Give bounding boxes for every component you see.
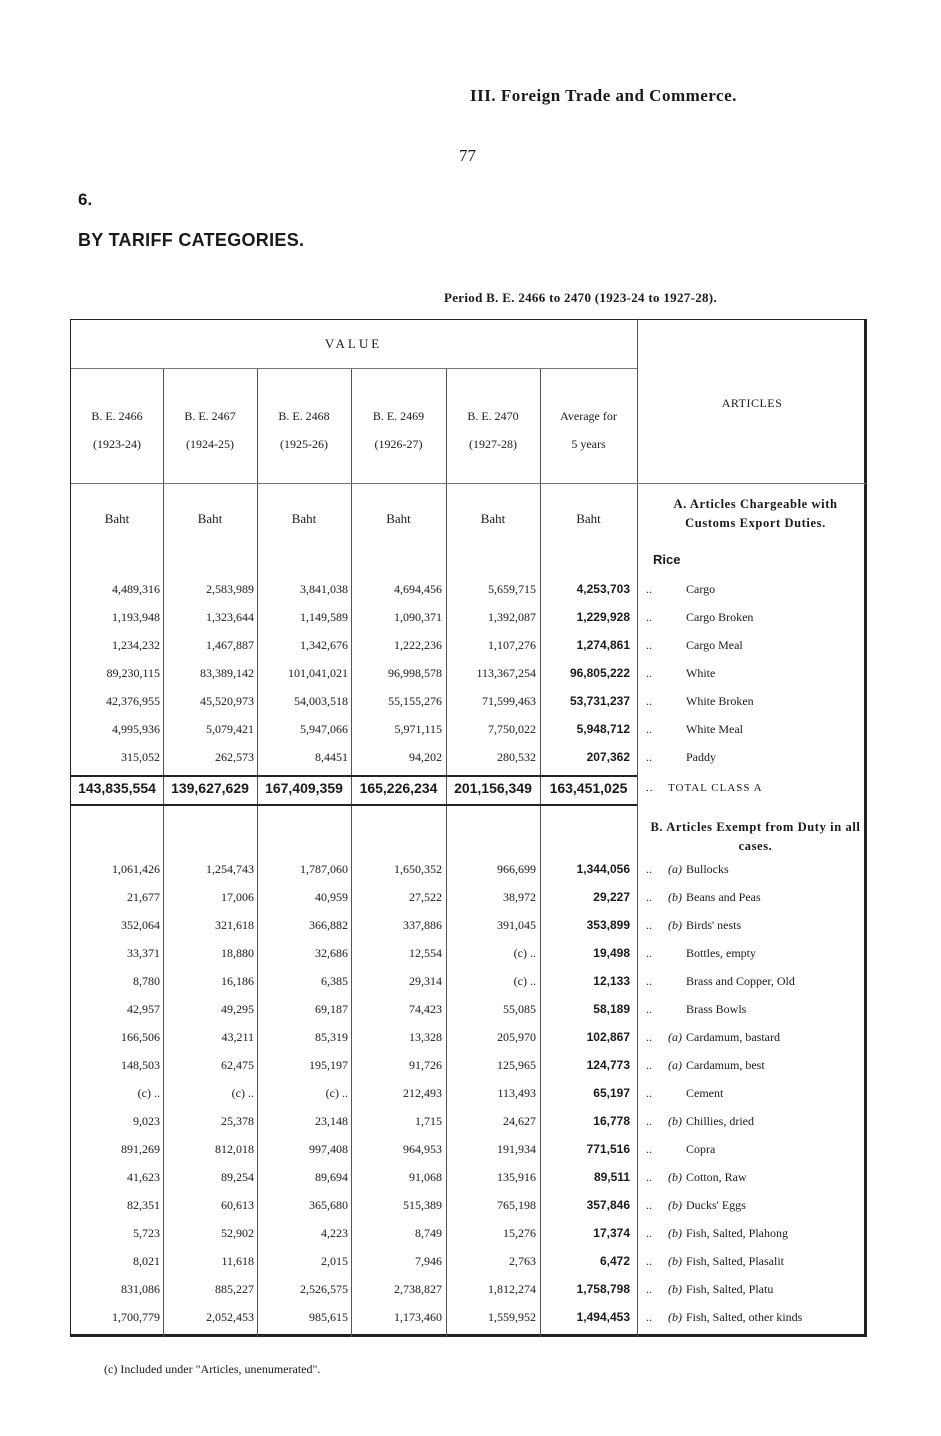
article-name: Bullocks bbox=[686, 862, 729, 876]
leader-dots: .. bbox=[646, 1226, 652, 1240]
article-name: Cargo Meal bbox=[686, 638, 743, 652]
leader-dots: .. bbox=[646, 918, 652, 932]
value-cell: 6,385 bbox=[321, 974, 348, 988]
average-cell: 1,494,453 bbox=[576, 1310, 630, 1324]
article-name: Brass Bowls bbox=[686, 1002, 747, 1016]
unit-label: Baht bbox=[386, 511, 411, 526]
article-name: Cardamum, bastard bbox=[686, 1030, 780, 1044]
value-cell: 89,230,115 bbox=[106, 666, 160, 680]
article-name: Birds' nests bbox=[686, 918, 742, 932]
value-cell: 38,972 bbox=[503, 890, 536, 904]
value-cell: 366,882 bbox=[309, 918, 348, 932]
value-cell: 1,107,276 bbox=[488, 638, 536, 652]
value-cell: 1,467,887 bbox=[206, 638, 254, 652]
article-label bbox=[646, 610, 753, 625]
average-cell: 29,227 bbox=[593, 890, 630, 904]
value-cell: (c) .. bbox=[137, 1086, 160, 1100]
footnote-marker: (b) bbox=[668, 1282, 682, 1296]
article-label bbox=[646, 1058, 765, 1073]
article-name: Brass and Copper, Old bbox=[686, 974, 795, 988]
value-cell: 69,187 bbox=[315, 1002, 348, 1016]
value-cell: 89,694 bbox=[315, 1170, 348, 1184]
value-cell: (c) .. bbox=[513, 946, 536, 960]
column-header: B. E. 2467 (1924-25) bbox=[184, 409, 236, 451]
total-label-text: TOTAL CLASS A bbox=[668, 782, 763, 794]
article-name: Beans and Peas bbox=[686, 890, 761, 904]
value-cell: 23,148 bbox=[315, 1114, 348, 1128]
article-name: Fish, Salted, Platu bbox=[686, 1282, 774, 1296]
article-label bbox=[646, 1310, 802, 1325]
value-cell: 2,763 bbox=[509, 1254, 536, 1268]
value-cell: 74,423 bbox=[409, 1002, 442, 1016]
article-name: Fish, Salted, other kinds bbox=[686, 1310, 803, 1324]
rice-subheading: Rice bbox=[653, 552, 681, 567]
footnote-marker: (b) bbox=[668, 1114, 682, 1128]
value-cell: 16,186 bbox=[221, 974, 254, 988]
leader-dots: .. bbox=[646, 666, 652, 680]
value-cell: 195,197 bbox=[309, 1058, 348, 1072]
value-cell: 17,006 bbox=[221, 890, 254, 904]
value-cell: 11,618 bbox=[221, 1254, 254, 1268]
article-label bbox=[646, 946, 756, 961]
article-name: White bbox=[686, 666, 716, 680]
value-cell: 5,971,115 bbox=[394, 722, 442, 736]
value-cell: 191,934 bbox=[497, 1142, 536, 1156]
average-cell: 207,362 bbox=[586, 750, 630, 764]
value-cell: 7,750,022 bbox=[488, 722, 536, 736]
value-cell: 885,227 bbox=[215, 1282, 254, 1296]
leader-dots: .. bbox=[646, 610, 652, 624]
article-name: Cargo bbox=[686, 582, 716, 596]
average-cell: 5,948,712 bbox=[576, 722, 630, 736]
leader-dots: .. bbox=[646, 1058, 652, 1072]
average-cell: 771,516 bbox=[586, 1142, 630, 1156]
value-cell: 32,686 bbox=[315, 946, 348, 960]
value-cell: 1,222,236 bbox=[394, 638, 442, 652]
total-cell: 165,226,234 bbox=[359, 780, 438, 796]
footnote-marker: (b) bbox=[668, 918, 682, 932]
value-cell: 966,699 bbox=[497, 862, 536, 876]
article-label bbox=[646, 1086, 723, 1101]
leader-dots: .. bbox=[646, 890, 652, 904]
value-cell: 2,526,575 bbox=[300, 1282, 348, 1296]
unit-label: Baht bbox=[104, 511, 130, 526]
column-header: Average for 5 years bbox=[560, 409, 617, 451]
value-cell: 5,079,421 bbox=[206, 722, 254, 736]
table-heading: BY TARIFF CATEGORIES. bbox=[78, 230, 305, 250]
article-name: Copra bbox=[686, 1142, 716, 1156]
article-name: Ducks' Eggs bbox=[686, 1198, 746, 1212]
value-cell: 43,211 bbox=[221, 1030, 254, 1044]
value-cell: 4,995,936 bbox=[112, 722, 160, 736]
article-label bbox=[646, 890, 761, 905]
value-cell: (c) .. bbox=[231, 1086, 254, 1100]
articles-header: ARTICLES bbox=[721, 396, 783, 410]
leader-dots: .. bbox=[646, 1030, 652, 1044]
value-cell: 1,342,676 bbox=[300, 638, 348, 652]
leader-dots: .. bbox=[646, 1310, 652, 1324]
value-cell: 1,812,274 bbox=[488, 1282, 536, 1296]
leader-dots: .. bbox=[646, 750, 652, 764]
average-cell: 1,274,861 bbox=[576, 638, 630, 652]
value-cell: 985,615 bbox=[309, 1310, 348, 1324]
leader-dots: .. bbox=[646, 722, 652, 736]
value-cell: 4,223 bbox=[321, 1226, 348, 1240]
footnote-marker: (b) bbox=[668, 1226, 682, 1240]
leader-dots: .. bbox=[646, 1170, 652, 1184]
article-name: Chillies, dried bbox=[686, 1114, 754, 1128]
average-cell: 19,498 bbox=[593, 946, 630, 960]
value-cell: 352,064 bbox=[121, 918, 160, 932]
total-top-rule bbox=[71, 775, 637, 777]
value-cell: 21,677 bbox=[127, 890, 160, 904]
value-cell: 96,998,578 bbox=[388, 666, 442, 680]
value-cell: 148,503 bbox=[121, 1058, 160, 1072]
leader-dots: .. bbox=[646, 946, 652, 960]
article-name: Bottles, empty bbox=[686, 946, 756, 960]
value-cell: 337,886 bbox=[403, 918, 442, 932]
average-cell: 1,229,928 bbox=[576, 610, 630, 624]
leader-dots: .. bbox=[646, 638, 652, 652]
unit-label: Baht bbox=[480, 511, 506, 526]
article-label bbox=[646, 1142, 715, 1157]
value-cell: 262,573 bbox=[215, 750, 254, 764]
value-cell: 49,295 bbox=[221, 1002, 254, 1016]
article-name: White Broken bbox=[686, 694, 754, 708]
article-label bbox=[646, 1226, 788, 1241]
leader-dots: .. bbox=[646, 1114, 652, 1128]
value-rule bbox=[71, 368, 637, 369]
footnote-marker: (b) bbox=[668, 1170, 682, 1184]
total-cell: 167,409,359 bbox=[265, 780, 343, 796]
value-cell: 29,314 bbox=[409, 974, 442, 988]
value-cell: 205,970 bbox=[497, 1030, 536, 1044]
value-cell: 8,749 bbox=[415, 1226, 442, 1240]
article-name: Cardamum, best bbox=[686, 1058, 765, 1072]
unit-label: Baht bbox=[197, 511, 223, 526]
value-cell: 125,965 bbox=[497, 1058, 536, 1072]
value-cell: 964,953 bbox=[403, 1142, 442, 1156]
value-cell: 1,787,060 bbox=[300, 862, 348, 876]
leader-dots: .. bbox=[646, 1002, 652, 1016]
value-cell: 1,700,779 bbox=[112, 1310, 160, 1324]
average-cell: 17,374 bbox=[593, 1226, 630, 1240]
value-cell: 1,254,743 bbox=[206, 862, 254, 876]
value-cell: 52,902 bbox=[221, 1226, 254, 1240]
article-name: White Meal bbox=[686, 722, 743, 736]
total-bottom-rule bbox=[71, 804, 637, 806]
footnote-marker: (a) bbox=[668, 1058, 682, 1072]
article-label bbox=[646, 1030, 780, 1045]
average-cell: 16,778 bbox=[593, 1114, 630, 1128]
value-cell: 5,659,715 bbox=[488, 582, 536, 596]
value-cell: 365,680 bbox=[309, 1198, 348, 1212]
average-cell: 357,846 bbox=[586, 1198, 630, 1212]
footnote-marker: (b) bbox=[668, 890, 682, 904]
value-cell: 1,061,426 bbox=[112, 862, 160, 876]
value-cell: 1,323,644 bbox=[206, 610, 254, 624]
value-cell: 62,475 bbox=[221, 1058, 254, 1072]
value-cell: 113,493 bbox=[497, 1086, 536, 1100]
value-cell: 60,613 bbox=[221, 1198, 254, 1212]
value-cell: 41,623 bbox=[127, 1170, 160, 1184]
value-cell: 55,085 bbox=[503, 1002, 536, 1016]
value-cell: 812,018 bbox=[215, 1142, 254, 1156]
value-cell: 42,957 bbox=[127, 1002, 160, 1016]
article-label bbox=[646, 974, 795, 989]
footnote: (c) Included under "Articles, unenumerated". bbox=[104, 1362, 321, 1376]
leader-dots: .. bbox=[646, 862, 652, 876]
value-cell: 113,367,254 bbox=[476, 666, 536, 680]
footnote-marker: (a) bbox=[668, 862, 682, 876]
article-label bbox=[646, 862, 729, 877]
value-cell: 2,583,989 bbox=[206, 582, 254, 596]
article-name: Fish, Salted, Plahong bbox=[686, 1226, 789, 1240]
footnote-marker: (b) bbox=[668, 1198, 682, 1212]
value-cell: 54,003,518 bbox=[294, 694, 348, 708]
unit-label: Baht bbox=[576, 511, 601, 526]
article-label bbox=[646, 1254, 784, 1269]
value-cell: 2,738,827 bbox=[394, 1282, 442, 1296]
value-cell: 1,090,371 bbox=[394, 610, 442, 624]
value-cell: 13,328 bbox=[409, 1030, 442, 1044]
value-cell: 135,916 bbox=[497, 1170, 536, 1184]
header-rule bbox=[71, 483, 866, 484]
average-cell: 1,758,798 bbox=[576, 1282, 630, 1296]
value-cell: 9,023 bbox=[133, 1114, 160, 1128]
value-cell: 765,198 bbox=[497, 1198, 536, 1212]
value-cell: 2,052,453 bbox=[206, 1310, 254, 1324]
value-cell: 4,489,316 bbox=[112, 582, 160, 596]
average-cell: 12,133 bbox=[593, 974, 630, 988]
article-name: Fish, Salted, Plasalit bbox=[686, 1254, 785, 1268]
leader-dots: .. bbox=[646, 582, 652, 596]
column-header: B. E. 2470 (1927-28) bbox=[467, 409, 519, 451]
leader-dots: .. bbox=[646, 1254, 652, 1268]
column-header: B. E. 2466 (1923-24) bbox=[91, 409, 143, 451]
value-cell: 12,554 bbox=[409, 946, 442, 960]
value-cell: 212,493 bbox=[403, 1086, 442, 1100]
value-cell: 280,532 bbox=[497, 750, 536, 764]
group-a-heading: A. Articles Chargeable with Customs Export Duties. bbox=[673, 497, 838, 530]
value-cell: 85,319 bbox=[315, 1030, 348, 1044]
article-label bbox=[646, 1114, 754, 1129]
value-cell: 25,378 bbox=[221, 1114, 254, 1128]
value-cell: 1,234,232 bbox=[112, 638, 160, 652]
article-label bbox=[646, 1002, 746, 1017]
total-cell: 163,451,025 bbox=[549, 780, 628, 796]
value-cell: 15,276 bbox=[503, 1226, 536, 1240]
value-cell: 91,068 bbox=[409, 1170, 442, 1184]
value-cell: 1,173,460 bbox=[394, 1310, 442, 1324]
article-label bbox=[646, 750, 716, 765]
average-cell: 4,253,703 bbox=[576, 582, 630, 596]
value-cell: 27,522 bbox=[409, 890, 442, 904]
total-cell: 143,835,554 bbox=[78, 780, 156, 796]
leader-dots: .. bbox=[646, 1086, 652, 1100]
value-cell: 8,021 bbox=[133, 1254, 160, 1268]
total-cell: 201,156,349 bbox=[454, 780, 532, 796]
value-cell: 3,841,038 bbox=[300, 582, 348, 596]
article-name: Cement bbox=[686, 1086, 724, 1100]
article-label bbox=[646, 722, 743, 737]
leader-dots: .. bbox=[646, 1282, 652, 1296]
value-cell: 997,408 bbox=[309, 1142, 348, 1156]
average-cell: 53,731,237 bbox=[569, 694, 630, 708]
article-label bbox=[646, 918, 741, 933]
average-cell: 58,189 bbox=[593, 1002, 630, 1016]
table-number: 6. bbox=[78, 190, 93, 209]
average-cell: 353,899 bbox=[586, 918, 630, 932]
article-name: Cotton, Raw bbox=[686, 1170, 747, 1184]
value-cell: 40,959 bbox=[315, 890, 348, 904]
value-cell: 24,627 bbox=[503, 1114, 536, 1128]
column-header: B. E. 2469 (1926-27) bbox=[372, 409, 425, 451]
group-b-heading: B. Articles Exempt from Duty in all cases. bbox=[650, 820, 861, 853]
value-cell: 831,086 bbox=[121, 1282, 160, 1296]
value-cell: 1,559,952 bbox=[488, 1310, 536, 1324]
article-label bbox=[646, 694, 754, 709]
value-cell: 5,723 bbox=[133, 1226, 160, 1240]
value-cell: 891,269 bbox=[121, 1142, 160, 1156]
value-cell: 42,376,955 bbox=[106, 694, 160, 708]
article-label bbox=[646, 1198, 746, 1213]
article-name: Cargo Broken bbox=[686, 610, 754, 624]
leader-dots: .. bbox=[646, 974, 652, 988]
value-cell: 1,650,352 bbox=[394, 862, 442, 876]
column-header: B. E. 2468 (1925-26) bbox=[278, 409, 330, 451]
period-label: Period B. E. 2466 to 2470 (1923-24 to 1927-28). bbox=[444, 290, 717, 305]
article-label bbox=[646, 582, 715, 597]
value-cell: 89,254 bbox=[221, 1170, 254, 1184]
article-label bbox=[646, 1170, 747, 1185]
article-label bbox=[646, 638, 743, 653]
column-divider bbox=[637, 319, 638, 1337]
article-label bbox=[646, 666, 715, 681]
value-cell: 7,946 bbox=[415, 1254, 442, 1268]
average-cell: 6,472 bbox=[599, 1254, 630, 1268]
leader-dots: .. bbox=[646, 1198, 652, 1212]
footnote-marker: (b) bbox=[668, 1254, 682, 1268]
value-cell: 321,618 bbox=[215, 918, 254, 932]
leader-dots: .. bbox=[646, 694, 652, 708]
value-cell: 1,149,589 bbox=[300, 610, 348, 624]
value-cell: 18,880 bbox=[221, 946, 254, 960]
value-cell: (c) .. bbox=[325, 1086, 348, 1100]
footnote-marker: (a) bbox=[668, 1030, 682, 1044]
average-cell: 65,197 bbox=[593, 1086, 630, 1100]
page-number: 77 bbox=[459, 146, 476, 165]
value-cell: 515,389 bbox=[403, 1198, 442, 1212]
article-label bbox=[646, 1282, 773, 1297]
total-cell: 139,627,629 bbox=[171, 780, 249, 796]
average-cell: 89,511 bbox=[593, 1170, 630, 1184]
value-cell: 1,193,948 bbox=[112, 610, 160, 624]
value-cell: 8,4451 bbox=[315, 750, 348, 764]
footnote-marker: (b) bbox=[668, 1310, 682, 1324]
value-cell: 91,726 bbox=[409, 1058, 442, 1072]
total-label bbox=[646, 782, 763, 794]
value-cell: 8,780 bbox=[133, 974, 160, 988]
average-cell: 96,805,222 bbox=[569, 666, 630, 680]
value-cell: 101,041,021 bbox=[288, 666, 348, 680]
value-cell: 5,947,066 bbox=[300, 722, 348, 736]
value-cell: 94,202 bbox=[409, 750, 442, 764]
value-cell: 1,392,087 bbox=[488, 610, 536, 624]
average-cell: 124,773 bbox=[586, 1058, 630, 1072]
average-cell: 102,867 bbox=[586, 1030, 630, 1044]
value-label: VALUE bbox=[324, 336, 383, 351]
article-name: Paddy bbox=[686, 750, 716, 764]
average-cell: 1,344,056 bbox=[576, 862, 630, 876]
value-cell: 45,520,973 bbox=[200, 694, 254, 708]
value-cell: 82,351 bbox=[127, 1198, 160, 1212]
value-cell: 2,015 bbox=[321, 1254, 348, 1268]
value-cell: 55,155,276 bbox=[388, 694, 442, 708]
value-cell: 315,052 bbox=[121, 750, 160, 764]
value-cell: (c) .. bbox=[513, 974, 536, 988]
leader-dots: .. bbox=[646, 782, 654, 794]
unit-label: Baht bbox=[291, 511, 317, 526]
section-title: III. Foreign Trade and Commerce. bbox=[470, 86, 737, 105]
value-cell: 4,694,456 bbox=[394, 582, 442, 596]
leader-dots: .. bbox=[646, 1142, 652, 1156]
value-cell: 33,371 bbox=[127, 946, 160, 960]
value-cell: 166,506 bbox=[121, 1030, 160, 1044]
value-cell: 83,389,142 bbox=[200, 666, 254, 680]
value-cell: 71,599,463 bbox=[482, 694, 536, 708]
value-cell: 391,045 bbox=[497, 918, 536, 932]
value-cell: 1,715 bbox=[415, 1114, 442, 1128]
